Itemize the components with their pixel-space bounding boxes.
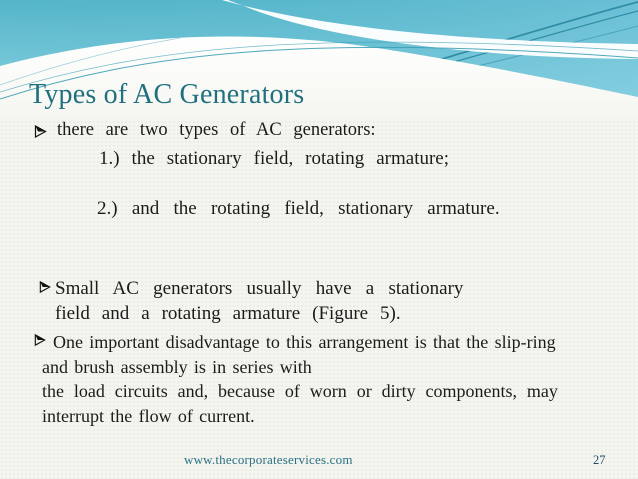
bullet3-paragraph <box>42 330 558 428</box>
page-number: 27 <box>593 453 606 467</box>
slide-title: Types of AC Generators <box>29 79 305 110</box>
bullet2-line2: field and a rotating armature (Figure 5). <box>55 302 401 324</box>
bullet2-paragraph <box>55 277 463 326</box>
bullet2-line1: Small AC generators usually have a stationary <box>55 278 464 299</box>
bullet3-line4: interrupt the flow of current. <box>42 405 255 426</box>
bullet1-text: there are two types of AC generators: <box>57 120 376 140</box>
bullet3-line3: the load circuits and, because of worn or dirty components, may <box>42 381 558 402</box>
bullet-arrow-icon <box>33 124 48 139</box>
numbered-item-1: 1.) the stationary field, rotating armature; <box>99 148 450 169</box>
numbered-item-2: 2.) and the rotating field, stationary armature. <box>97 198 500 219</box>
footer-website: www.thecorporateservices.com <box>184 452 353 467</box>
bullet3-line1: One important disadvantage to this arrangement is that the slip-ring <box>53 332 556 352</box>
bullet3-line2: and brush assembly is in series with <box>42 356 312 377</box>
bullet-arrow-icon <box>38 280 53 295</box>
